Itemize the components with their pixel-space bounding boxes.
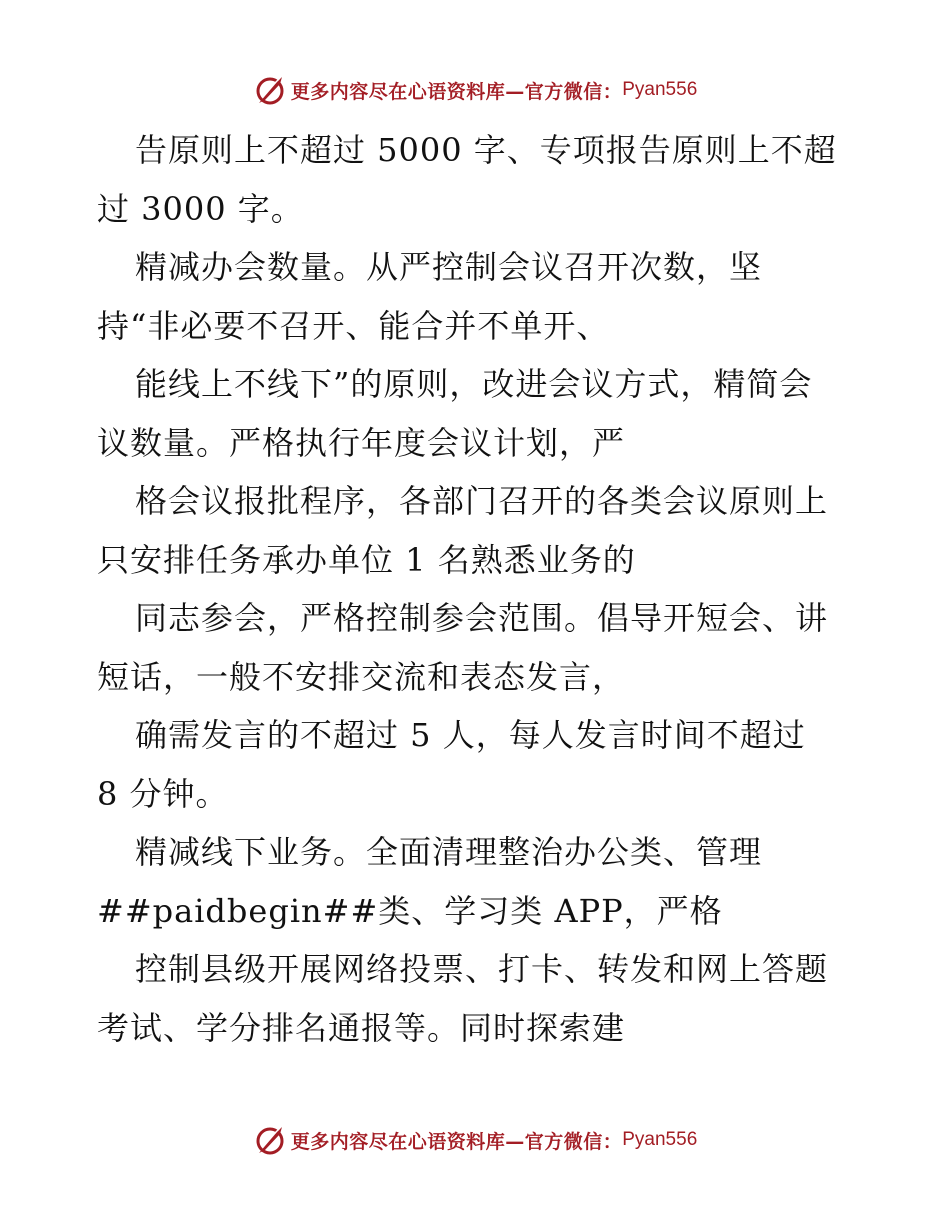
watermark-wechat-id: Pyan556 <box>622 79 698 100</box>
header-watermark <box>0 70 950 110</box>
text-line: 8 分钟。 <box>97 774 229 813</box>
watermark-wechat-id: Pyan556 <box>622 1129 698 1150</box>
quill-logo-icon <box>253 73 287 107</box>
text-line: 短话，一般不安排交流和表态发言， <box>97 657 626 696</box>
text-line: 同志参会，严格控制参会范围。倡导开短会、讲 <box>135 599 829 637</box>
text-line: 议数量。严格执行年度会议计划，严 <box>97 423 626 462</box>
text-line: 控制县级开展网络投票、打卡、转发和网上答题 <box>135 950 829 988</box>
footer-watermark <box>0 1120 950 1160</box>
text-line: 确需发言的不超过 5 人，每人发言时间不超过 <box>135 716 806 754</box>
text-line: 精减办会数量。从严控制会议召开次数，坚 <box>135 248 763 286</box>
text-line: 只安排任务承办单位 1 名熟悉业务的 <box>97 540 636 579</box>
text-line: 格会议报批程序，各部门召开的各类会议原则上 <box>135 482 829 520</box>
watermark-text: 更多内容尽在心语资料库—官方微信： <box>290 80 623 103</box>
text-line: 告原则上不超过 5000 字、专项报告原则上不超 <box>135 131 837 169</box>
text-line: 精减线下业务。全面清理整治办公类、管理 <box>135 833 763 871</box>
quill-logo-icon <box>253 1123 287 1157</box>
watermark-text: 更多内容尽在心语资料库—官方微信： <box>290 1130 623 1153</box>
text-line: 能线上不线下”的原则，改进会议方式，精简会 <box>135 365 813 403</box>
text-line: 考试、学分排名通报等。同时探索建 <box>97 1008 626 1047</box>
text-line: ##paidbegin##类、学习类 APP，严格 <box>97 891 723 930</box>
document-body <box>97 121 857 1057</box>
text-line: 过 3000 字。 <box>97 189 304 228</box>
text-line: 持“非必要不召开、能合并不单开、 <box>97 306 610 345</box>
